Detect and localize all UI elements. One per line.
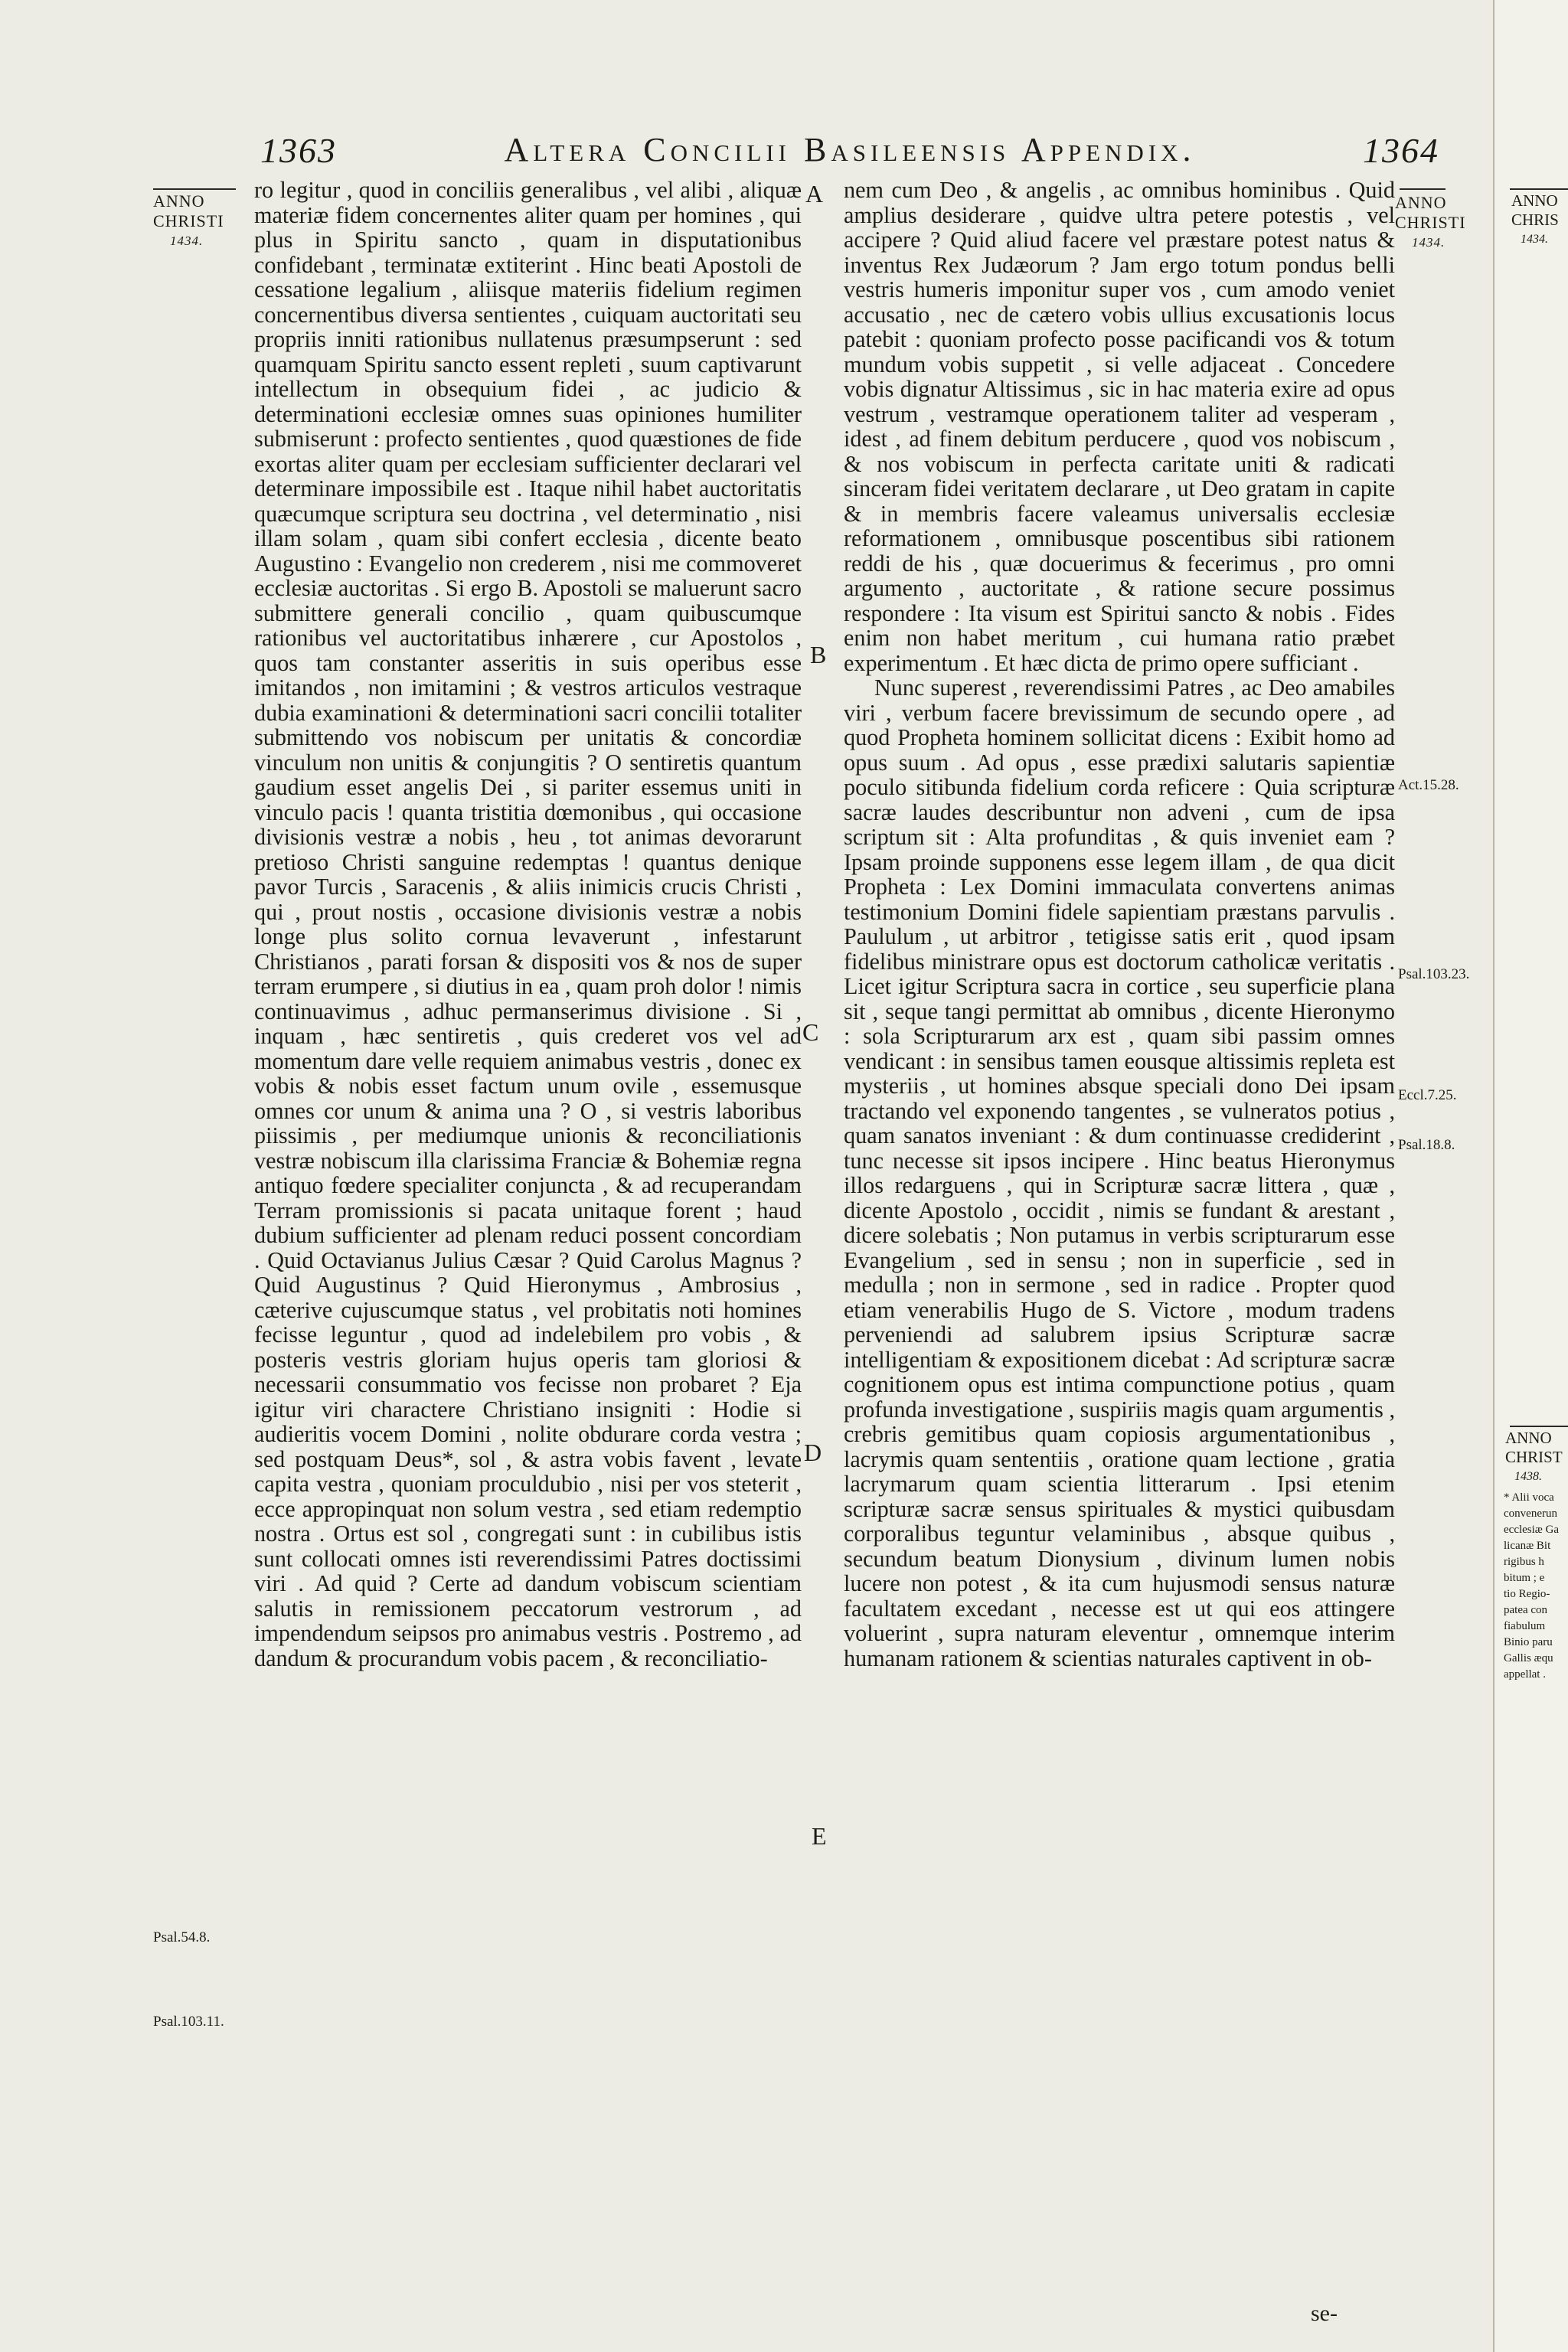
right-column-paragraph-1: nem cum Deo , & angelis , ac omnibus hominibus . Quid amplius desiderare , quidve ultra petere potestis , vel accipere ? Quid aliud facere vel præstare potest natus & inventus Rex Judæorum ? Jam ergo totum pondus belli vestris humeris imponitur super vos , cum amodo veniet accusatio , nec de cætero vobis ullius excusationis locus patebit : quoniam profecto posse pacificandi vos & totum mundum vobis suppetit , si velle adjaceat . Concedere vobis dignatur Altissimus , sic in hac materia exire ad opus vestrum , vestramque operationem taliter ad vesperam , idest , ad finem debitum perducere , quod vos nobiscum , & nos vobiscum in perfecta caritate uniti & radicati sinceram fidei veritatem declarare , ut Deo gratam in capite & in membris facere valeamus universalis ecclesiæ reformationem , omnibusque poscentibus sibi rationem reddi de his , quæ docuerimus & fecerimus , pro omni argumento , auctoritate , & ratione secure possimus respondere : Ita visum est Spiritui sancto & nobis . Fides enim non habet meritum , cui humana ratio præbet experimentum . Et hæc dicta de primo opere sufficiant . — [844, 177, 1395, 676]
note-line: fiabulum — [1504, 1620, 1546, 1632]
section-letter-d: D — [804, 1439, 822, 1466]
margin-ref-psal-18: Psal.18.8. — [1398, 1137, 1455, 1153]
anno-year: 1434. — [170, 234, 204, 248]
note-line: bitum ; e — [1504, 1572, 1545, 1584]
christi-label: CHRISTI — [1395, 213, 1466, 232]
note-line: licanæ Bit — [1504, 1540, 1551, 1552]
note-line: tio Regio- — [1504, 1588, 1550, 1600]
catchword: se- — [1311, 2301, 1338, 2326]
anno-label: ANNO — [1511, 191, 1558, 210]
next-page-anno-mid — [1505, 1429, 1563, 1486]
left-column-text: ro legitur , quod in conciliis generalibus , vel alibi , aliquæ materiæ fidem concernentes aliter quam per homines , qui plus in Spiritu sancto , quam in disputationibus confidebant , terminatæ extiterint . Hinc beati Apostoli de cessatione legalium , aliisque materiis fidelium regimen concernentibus diversa sentientes , cuiquam auctoritati seu propriis inniti rationibus nullatenus præsumpserunt : sed quamquam Spiritu sancto essent repleti , suum captivarunt intellectum in obsequium fidei , ac judicio & determinationi ecclesiæ omnes suas opiniones humiliter submiserunt : profecto sentientes , quod quæstiones de fide exortas aliter quam per ecclesiam sufficienter declarari vel determinare impossibile est . Itaque nihil habet auctoritatis quæcumque scriptura seu doctrina , vel determinatio , nisi illam solam , quam sibi confert ecclesia , dicente beato Augustino : Evangelio non crederem , nisi me commoveret ecclesiæ auctoritas . Si ergo B. Apostoli se maluerunt sacro submittere generali concilio , quam quibuscumque rationibus vel auctoritatibus inhærere , cur Apostolos , quos tam constanter asseritis in suis operibus esse imitandos , non imitamini ; & vestros articulos vestraque dubia examinationi & determinationi sacri concilii totaliter submittendo vos nobiscum per unitatis & concordiæ vinculum non unitis & conjungitis ? O sentiretis quantum gaudium esset angelis Dei , si pariter essemus uniti in vinculo pacis ! quanta tristitia dœmonibus , qui occasione divisionis vestræ a nobis , heu , tot animas devorarunt pretioso Christi sanguine redemptas ! quantus denique pavor Turcis , Saracenis , & aliis inimicis crucis Christi , qui , prout nostis , occasione divisionis vestræ a nobis longe plus solito cornua levaverunt , infestarunt Christianos , parati forsan & dispositi vos & nos de super terram erumpere , si diutius in ea , quam proh dolor ! nimis continuavimus , adhuc permanserimus divisione . Si , inquam , hæc sentiretis , quis crederet vos vel ad momentum dare velle requiem animabus vestris , donec ex vobis & nobis esset factum unum ovile , essemusque omnes cor unum & anima una ? O , si vestris laboribus piissimis , per mediumque unionis & reconciliationis vestræ nobiscum illa clarissima Franciæ & Bohemiæ regna antiquo fœdere specialiter conjuncta , & ad recuperandam Terram promissionis si pacata unitaque forent ; haud dubium sufficienter ad plenam reduci possent concordiam . Quid Octavianus Julius Cæsar ? Quid Carolus Magnus ? Quid Augustinus ? Quid Hieronymus , Ambrosius , cæterive cujuscumque status , vel probitatis noti homines fecisse leguntur , quod ad indelebilem pro vobis , & posteris vestris gloriam hujus operis tam gloriosi & necessarii consummatio vos fecisse non probaret ? Eja igitur viri charactere Christiano insigniti : Hodie si audieritis vocem Domini , nolite obdurare corda vestra ; sed postquam Deus*, sol , & astra vobis favent , levate capita vestra , quoniam proculdubio , nisi per vos steterit , ecce appropinquat non solum vestra , sed etiam redemptio nostra . Ortus est sol , congregati sunt : in cubilibus istis sunt collocati omnes isti reverendissimi Patres doctissimi viri . Ad quid ? Certe ad dandum vobiscum scientiam salutis in remissionem peccatorum vestrorum , ad impendendum seipsos pro animabus vestris . Postremo , ad dandum & procurandum vobis pacem , & reconciliatio- — [254, 177, 802, 1671]
anno-christi-left — [153, 191, 224, 251]
note-line: ecclesiæ Ga — [1504, 1524, 1560, 1536]
margin-ref-act: Act.15.28. — [1398, 777, 1459, 793]
next-page-anno-top — [1511, 191, 1559, 249]
anno-rule-left — [153, 188, 236, 190]
next-anno-rule-mid — [1510, 1426, 1568, 1427]
running-title: Altera Concilii Basileensis Appendix. — [504, 131, 1196, 168]
note-line: patea con — [1504, 1604, 1548, 1616]
next-anno-rule — [1510, 188, 1568, 190]
note-line: Gallis æqu — [1504, 1652, 1553, 1664]
anno-year: 1438. — [1514, 1470, 1542, 1483]
note-line: Binio paru — [1504, 1636, 1553, 1648]
next-page-footnote — [1504, 1490, 1568, 1683]
note-line: convenerun — [1504, 1508, 1557, 1520]
section-letter-e: E — [812, 1822, 827, 1850]
left-text-column — [254, 178, 802, 1671]
note-line: rigibus h — [1504, 1556, 1544, 1568]
section-letter-b: B — [810, 641, 827, 668]
anno-label: ANNO — [153, 191, 205, 211]
christi-label: CHRIS — [1511, 211, 1559, 229]
anno-year: 1434. — [1412, 235, 1446, 250]
anno-label: ANNO — [1505, 1429, 1552, 1447]
right-column-paragraph-2: Nunc superest , reverendissimi Patres , ac Deo amabiles viri , verbum facere brevissimum de secundo opere , ad quod Propheta hominem sollicitat dicens : Exibit homo ad opus suum . Ad opus , esse prædixi salutaris sapientiæ poculo sitibunda fidelium corda reficere : Quia scripturæ sacræ laudes describuntur non adveni , cum de ipsa scriptum sit : Alta profunditas , & quis inveniet eam ? Ipsam proinde supponens esse legem illam , de qua dicit Propheta : Lex Domini immaculata convertens animas testimonium Domini fidele sapientiam præstans parvulis . Paululum , ut arbitror , tetigisse satis erit , quod ipsam fidelibus ministrare opus est doctorum catholicæ veritatis . Licet igitur Scriptura sacra in cortice , seu superficie plana sit , seque tangi permittat ab omnibus , dicente Hieronymo : sola Scripturarum arx est , quam sibi passim omnes vendicant : in sensibus tamen eousque altissimis repleta est mysteriis , ut homines absque speciali dono Dei ipsam tractando vel exponendo tangentes , se vulneratos potius , quam sanatos inveniant : & dum continuasse crediderint , tunc necesse sit ipsos incipere . Hinc beatus Hieronymus illos redarguens , qui in Scripturæ sacræ littera , quæ , dicente Apostolo , occidit , nimis se fundant & arestant , dicere solebatis ; Non putamus in verbis scripturarum esse Evangelium , sed in sensu ; non in superficie , sed in medulla ; non in sermone , sed in radice . Propter quod etiam venerabilis Hugo de S. Victore , modum tradens perveniendi ad salubrem ipsius Scripturæ sacræ intelligentiam & expositionem dicebat : Ad scripturæ sacræ cognitionem opus est intima compunctione potius , quam profunda investigatione , suspiriis magis quam argumentis , crebris gemitibus quam copiosis argumentationibus , lacrymis quam sententiis , oratione quam lectione , gratia lacrymarum quam scientia litterarum . Ipsi etenim scripturæ sacræ sensus spirituales & mystici quibusdam corporalibus teguntur velaminibus , absque quibus , secundum beatum Dionysium , divinum lumen nobis lucere non potest , & ita cum hujusmodi sensus naturæ facultatem excedant , necesse est ut qui eos attingere voluerint , supra naturam eleventur , omnemque interim humanam rationem & scientias naturales captivent in ob- — [844, 675, 1395, 1671]
anno-label: ANNO — [1395, 193, 1447, 212]
adjacent-page-edge — [1493, 0, 1568, 2352]
anno-rule-right — [1400, 188, 1446, 190]
margin-ref-eccl: Eccl.7.25. — [1398, 1087, 1457, 1103]
note-line: * Alii voca — [1504, 1491, 1554, 1504]
right-page-number: 1364 — [1363, 131, 1439, 170]
margin-ref-psal-103: Psal.103.11. — [153, 2014, 224, 2030]
christi-label: CHRIST — [1505, 1448, 1563, 1466]
running-header — [260, 122, 1439, 176]
section-letter-a: A — [805, 180, 824, 207]
left-page-number: 1363 — [260, 131, 337, 170]
margin-ref-psal-54: Psal.54.8. — [153, 1929, 211, 1945]
right-text-column — [844, 178, 1395, 1671]
anno-year: 1434. — [1521, 233, 1548, 246]
christi-label: CHRISTI — [153, 211, 224, 230]
anno-christi-right — [1395, 193, 1466, 253]
section-letter-c: C — [802, 1018, 819, 1046]
note-line: appellat . — [1504, 1668, 1546, 1681]
margin-ref-psal-103-right: Psal.103.23. — [1398, 966, 1470, 982]
